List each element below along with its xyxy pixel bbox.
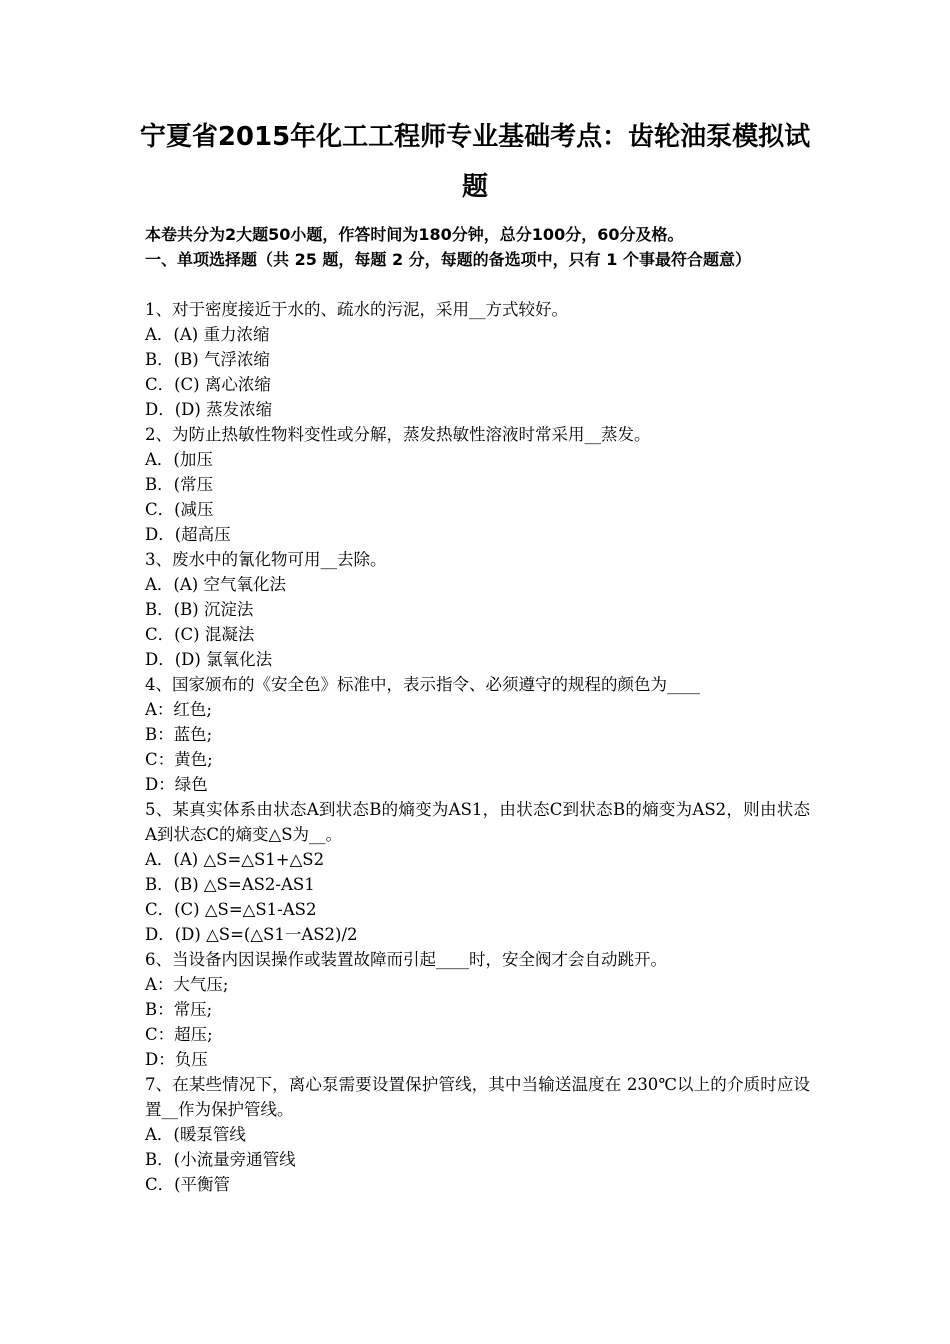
option-b: B：蓝色; xyxy=(145,725,213,744)
option-c: C．(C) 混凝法 xyxy=(145,625,255,644)
option-c: C．(C) △S=△S1-AS2 xyxy=(145,900,317,919)
exam-intro: 本卷共分为2大题50小题，作答时间为180分钟，总分100分，60分及格。 xyxy=(145,225,684,244)
question-stem: 6、当设备内因误操作或装置故障而引起____时，安全阀才会自动跳开。 xyxy=(145,950,667,969)
question-stem: 1、对于密度接近于水的、疏水的污泥，采用__方式较好。 xyxy=(145,300,568,319)
question-stem: 2、为防止热敏性物料变性或分解，蒸发热敏性溶液时常采用__蒸发。 xyxy=(145,425,651,444)
question-list xyxy=(145,297,810,1197)
option-c: C．(C) 离心浓缩 xyxy=(145,375,271,394)
option-c: C．(平衡管 xyxy=(145,1175,231,1194)
question-3 xyxy=(145,547,810,672)
option-a: A．(A) 重力浓缩 xyxy=(145,325,270,344)
question-5 xyxy=(145,797,810,947)
option-c: C：黄色; xyxy=(145,750,213,769)
question-7 xyxy=(145,1072,810,1197)
option-d: D．(超高压 xyxy=(145,525,231,544)
option-b: B：常压; xyxy=(145,1000,213,1019)
option-d: D：绿色 xyxy=(145,775,208,794)
question-stem: 4、国家颁布的《安全色》标准中，表示指令、必须遵守的规程的颜色为____ xyxy=(145,675,700,694)
option-d: D．(D) 氯氧化法 xyxy=(145,650,273,669)
option-c: C．(减压 xyxy=(145,500,214,519)
option-a: A．(A) 空气氧化法 xyxy=(145,575,286,594)
option-b: B．(B) 沉淀法 xyxy=(145,600,254,619)
question-4 xyxy=(145,672,810,797)
option-a: A：红色; xyxy=(145,700,212,719)
question-2 xyxy=(145,422,810,547)
option-a: A．(A) △S=△S1+△S2 xyxy=(145,850,325,869)
option-d: D：负压 xyxy=(145,1050,208,1069)
option-b: B．(B) 气浮浓缩 xyxy=(145,350,270,369)
section-heading: 一、单项选择题（共 25 题，每题 2 分，每题的备选项中，只有 1 个事最符合题意） xyxy=(145,250,751,269)
question-6 xyxy=(145,947,810,1072)
option-a: A．(暖泵管线 xyxy=(145,1125,246,1144)
option-d: D．(D) 蒸发浓缩 xyxy=(145,400,273,419)
option-a: A：大气压; xyxy=(145,975,229,994)
option-c: C：超压; xyxy=(145,1025,213,1044)
question-stem: 5、某真实体系由状态A到状态B的熵变为AS1，由状态C到状态B的熵变为AS2，则由状态A到状态C的熵变△S为__。 xyxy=(145,800,810,844)
option-b: B．(小流量旁通管线 xyxy=(145,1150,296,1169)
option-b: B．(常压 xyxy=(145,475,214,494)
document-title: 宁夏省2015年化工工程师专业基础考点：齿轮油泵模拟试题 xyxy=(139,122,811,202)
option-d: D．(D) △S=(△S1一AS2)/2 xyxy=(145,925,358,944)
question-stem: 3、废水中的氰化物可用__去除。 xyxy=(145,550,387,569)
option-b: B．(B) △S=AS2-AS1 xyxy=(145,875,315,894)
question-stem: 7、在某些情况下，离心泵需要设置保护管线，其中当输送温度在 230℃以上的介质时应设置__作为保护管线。 xyxy=(145,1075,810,1119)
option-a: A．(加压 xyxy=(145,450,213,469)
question-1 xyxy=(145,297,810,422)
